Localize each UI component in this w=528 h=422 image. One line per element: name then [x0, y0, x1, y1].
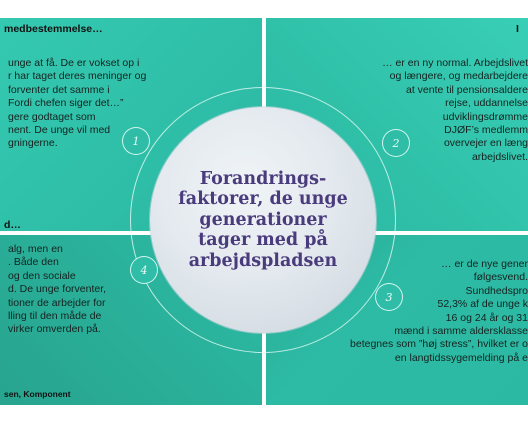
quadrant-4-line: tioner de arbejder for	[8, 296, 106, 309]
quadrant-4-line: virker omverden på.	[8, 323, 101, 336]
quadrant-2-heading: I	[516, 23, 519, 35]
quadrant-1-heading: medbestemmelse…	[4, 23, 103, 35]
quadrant-3-line: en langtidssygemelding på e	[394, 351, 528, 364]
quadrant-1-line: nent. De unge vil med	[8, 124, 111, 137]
center-title-line: faktorer, de unge	[178, 189, 348, 210]
quadrant-1-line: Fordi chefen siger det…”	[8, 97, 124, 110]
quadrant-2-line: overvejer en læng	[443, 137, 528, 150]
quadrant-4-line: lling til den måde de	[8, 310, 102, 323]
quadrant-3-text	[350, 258, 528, 365]
center-circle	[150, 107, 376, 333]
quadrant-4-number-badge: 4	[130, 256, 158, 284]
quadrant-3-line: 16 og 24 år og 31	[445, 311, 528, 324]
quadrant-4-line: d. De unge forventer,	[8, 283, 107, 296]
quadrant-4-text	[8, 243, 106, 337]
quadrant-4-line: og den sociale	[8, 269, 76, 282]
quadrant-2-line: arbejdslivet.	[471, 150, 528, 163]
quadrant-3-line: betegnes som ”høj stress”, hvilket er o	[350, 338, 528, 351]
quadrant-4-line: alg, men en	[8, 243, 63, 255]
quadrant-1-line: gere godtaget som	[8, 110, 96, 123]
credit-line: sen, Komponent	[4, 389, 71, 399]
quadrant-3-line: 52,3% af de unge k	[437, 298, 528, 311]
quadrant-1-line: gningerne.	[8, 137, 58, 150]
quadrant-3-line: Sundhedspro	[465, 284, 528, 297]
quadrant-2-line: og længere, og medarbejdere	[389, 70, 528, 83]
quadrant-2-line: rejse, uddannelse	[445, 97, 528, 110]
quadrant-3-line: … er de nye gener	[441, 258, 528, 270]
center-title-line: arbejdspladsen	[188, 250, 338, 271]
quadrant-1-line: unge at få. De er vokset op i	[8, 57, 140, 69]
quadrant-2-line: … er en ny normal. Arbejdslivet	[382, 57, 528, 69]
quadrant-1-line: r har taget deres meninger og	[8, 70, 147, 83]
quadrant-2-line: DJØF’s medlemm	[444, 124, 528, 137]
center-title-line: Forandrings-	[199, 168, 327, 189]
quadrant-2-line: at vente til pensionsaldere	[406, 83, 528, 96]
quadrant-2-line: udviklingsdrømme	[442, 110, 528, 123]
quadrant-1-line: forventer det samme i	[8, 83, 110, 96]
quadrant-2-number-badge: 2	[382, 129, 410, 157]
quadrant-3-number-badge: 3	[375, 283, 403, 311]
quadrant-3-line: følgesvend.	[473, 271, 528, 284]
quadrant-1-number-badge: 1	[122, 127, 150, 155]
quadrant-3-line: mænd i samme aldersklasse	[394, 325, 528, 338]
quadrant-4-line: . Både den	[8, 256, 59, 269]
center-title-line: generationer	[199, 209, 327, 230]
center-title	[178, 169, 348, 272]
center-title-line: tager med på	[198, 230, 328, 251]
quadrant-4-heading: d…	[4, 219, 21, 231]
